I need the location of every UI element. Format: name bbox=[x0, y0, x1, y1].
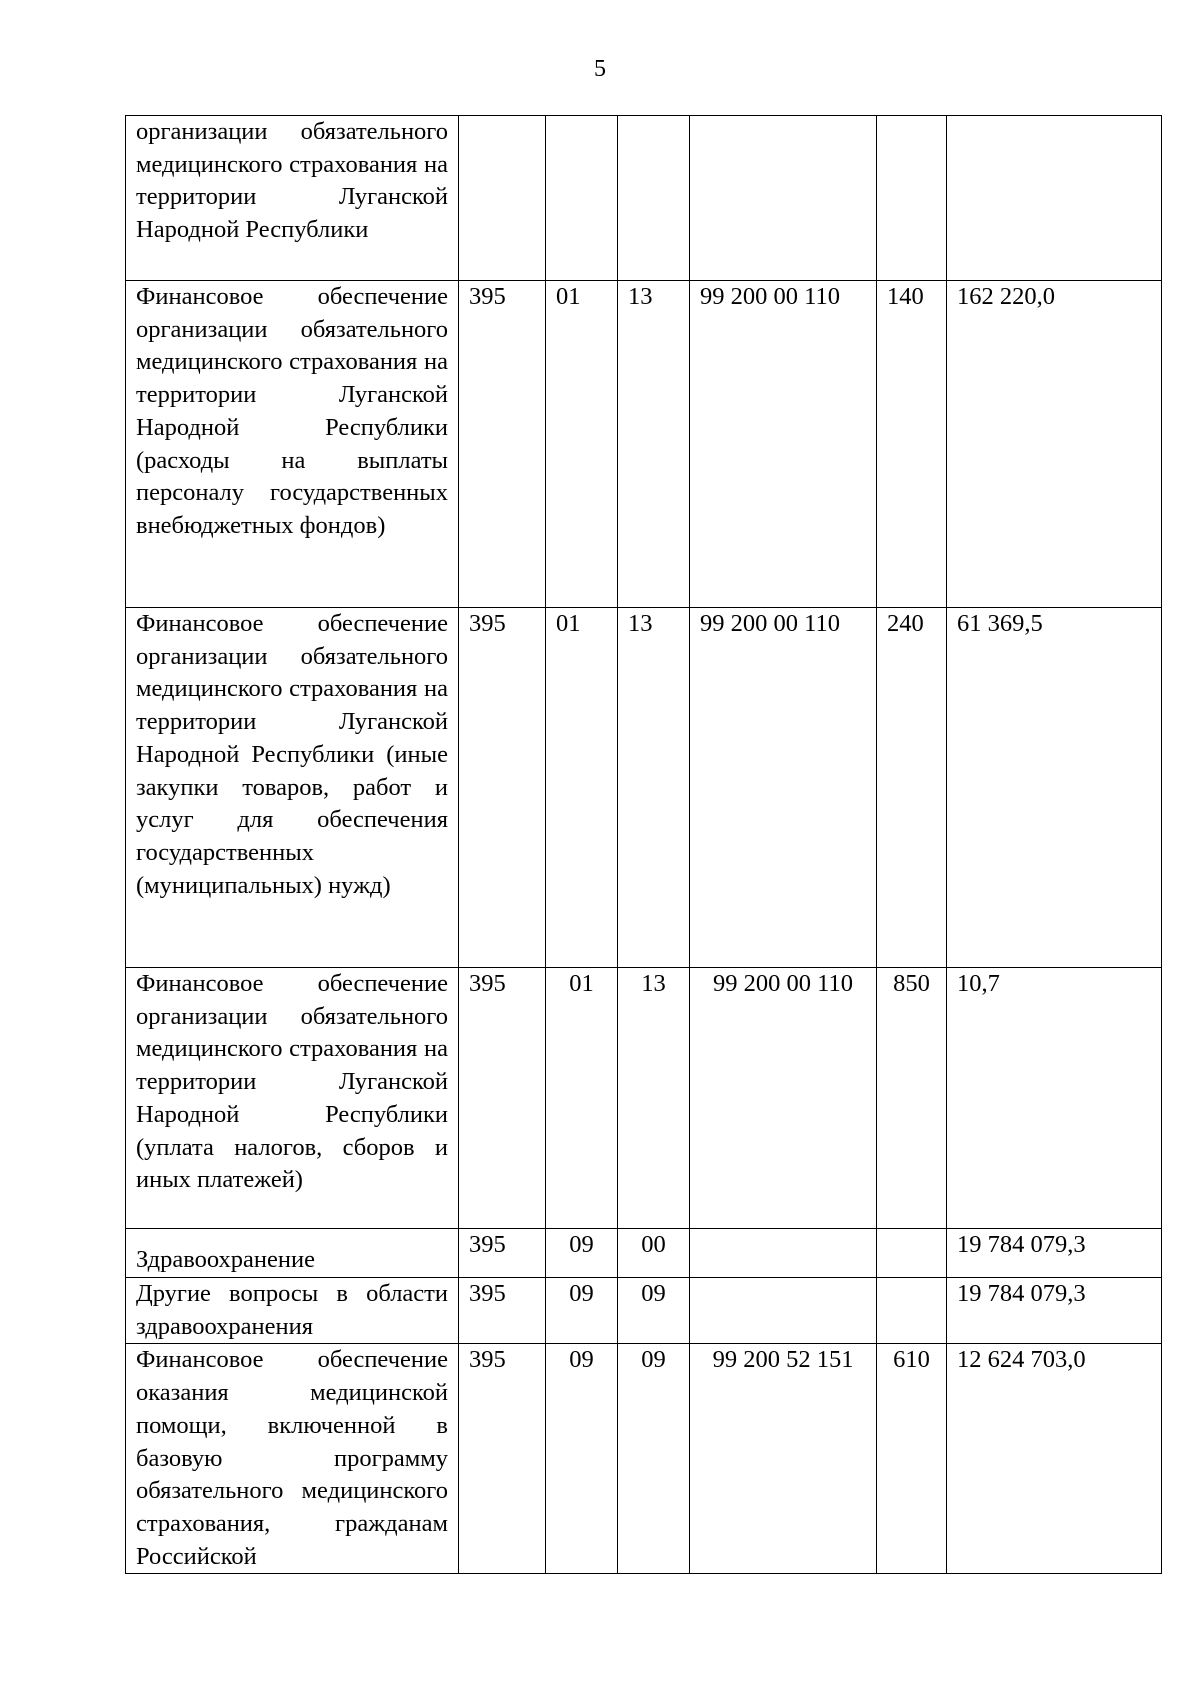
row-grbs: 395 bbox=[459, 1278, 546, 1344]
row-grbs bbox=[459, 116, 546, 281]
row-vr bbox=[877, 1278, 947, 1344]
row-sum bbox=[947, 116, 1162, 281]
table-row bbox=[126, 1229, 1162, 1278]
row-sum: 19 784 079,3 bbox=[947, 1229, 1162, 1278]
row-name: Финансовое обеспечение оказания медицинской помощи, включенной в базовую программу обязательного медицинского страхования, гражданам Российской bbox=[126, 1344, 459, 1574]
table-row bbox=[126, 116, 1162, 281]
row-grbs: 395 bbox=[459, 608, 546, 968]
table-row bbox=[126, 1344, 1162, 1574]
row-rz bbox=[546, 116, 618, 281]
row-csr: 99 200 00 110 bbox=[690, 968, 877, 1229]
row-grbs: 395 bbox=[459, 968, 546, 1229]
row-rz: 01 bbox=[546, 608, 618, 968]
row-rz: 09 bbox=[546, 1344, 618, 1574]
table-row bbox=[126, 608, 1162, 968]
row-vr: 140 bbox=[877, 281, 947, 608]
row-pr: 13 bbox=[618, 281, 690, 608]
row-vr: 850 bbox=[877, 968, 947, 1229]
row-pr: 00 bbox=[618, 1229, 690, 1278]
row-sum: 10,7 bbox=[947, 968, 1162, 1229]
row-vr bbox=[877, 116, 947, 281]
row-name: Другие вопросы в области здравоохранения bbox=[126, 1278, 459, 1344]
row-vr bbox=[877, 1229, 947, 1278]
page-number: 5 bbox=[594, 56, 606, 82]
table-row bbox=[126, 968, 1162, 1229]
row-grbs: 395 bbox=[459, 1344, 546, 1574]
row-csr bbox=[690, 1229, 877, 1278]
row-sum: 19 784 079,3 bbox=[947, 1278, 1162, 1344]
row-name: Финансовое обеспечение организации обязательного медицинского страхования на территории Луганской Народной Республики (уплата налогов, сборов и иных платежей) bbox=[126, 968, 459, 1229]
row-pr: 09 bbox=[618, 1278, 690, 1344]
table-row bbox=[126, 1278, 1162, 1344]
row-name: организации обязательного медицинского страхования на территории Луганской Народной Республики bbox=[126, 116, 459, 281]
table-row bbox=[126, 281, 1162, 608]
row-rz: 09 bbox=[546, 1229, 618, 1278]
row-grbs: 395 bbox=[459, 281, 546, 608]
row-name: Финансовое обеспечение организации обязательного медицинского страхования на территории Луганской Народной Республики (расходы на выплаты персоналу государственных внебюджетных фондов) bbox=[126, 281, 459, 608]
row-pr: 13 bbox=[618, 608, 690, 968]
row-rz: 01 bbox=[546, 968, 618, 1229]
row-sum: 12 624 703,0 bbox=[947, 1344, 1162, 1574]
budget-table bbox=[125, 115, 1162, 1574]
row-pr bbox=[618, 116, 690, 281]
row-pr: 13 bbox=[618, 968, 690, 1229]
row-rz: 01 bbox=[546, 281, 618, 608]
row-name: Здравоохранение bbox=[126, 1229, 459, 1278]
row-rz: 09 bbox=[546, 1278, 618, 1344]
row-csr: 99 200 00 110 bbox=[690, 281, 877, 608]
row-csr: 99 200 00 110 bbox=[690, 608, 877, 968]
row-csr bbox=[690, 1278, 877, 1344]
row-name: Финансовое обеспечение организации обязательного медицинского страхования на территории Луганской Народной Республики (иные закупки товаров, работ и услуг для обеспечения государственных (муниципальных) нужд) bbox=[126, 608, 459, 968]
row-csr bbox=[690, 116, 877, 281]
row-sum: 162 220,0 bbox=[947, 281, 1162, 608]
row-sum: 61 369,5 bbox=[947, 608, 1162, 968]
row-csr: 99 200 52 151 bbox=[690, 1344, 877, 1574]
row-pr: 09 bbox=[618, 1344, 690, 1574]
row-vr: 610 bbox=[877, 1344, 947, 1574]
row-grbs: 395 bbox=[459, 1229, 546, 1278]
row-vr: 240 bbox=[877, 608, 947, 968]
